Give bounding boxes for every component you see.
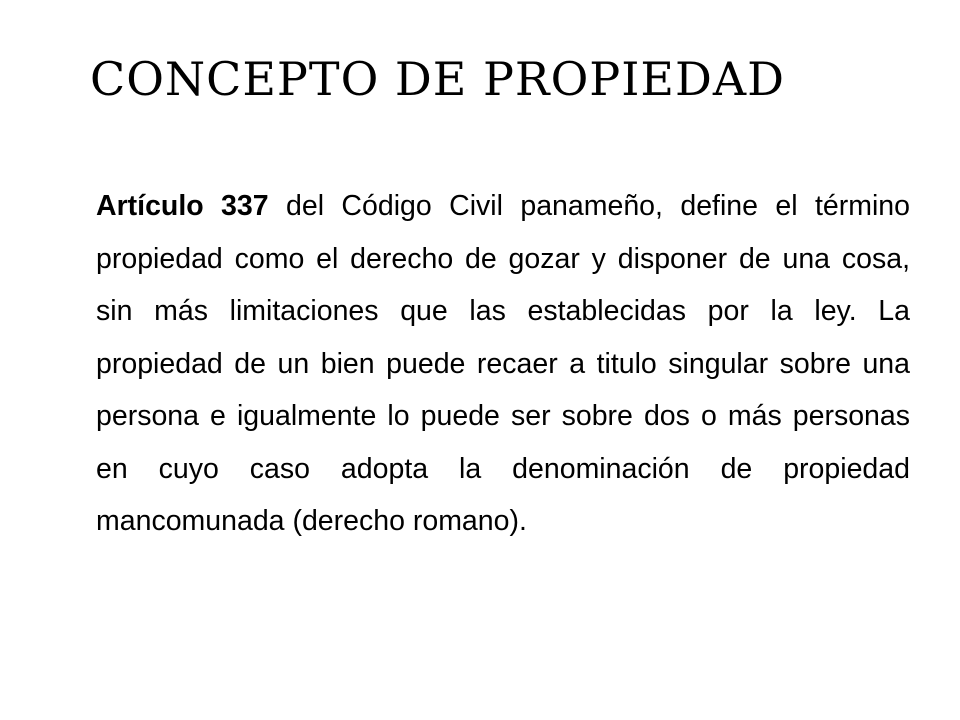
article-reference: Artículo 337 [96,190,269,222]
slide-body [96,180,910,548]
body-paragraph-text: del Código Civil panameño, define el término propiedad como el derecho de gozar y disponer de una cosa, sin más limitaciones que las establecidas por la ley. La propiedad de un bien puede recaer a titulo singular sobre una persona e igualmente lo puede ser sobre dos o más personas en cuyo caso adopta la denominación de propiedad mancomunada (derecho romano). [96,190,910,537]
slide-title: CONCEPTO DE PROPIEDAD [90,52,785,106]
